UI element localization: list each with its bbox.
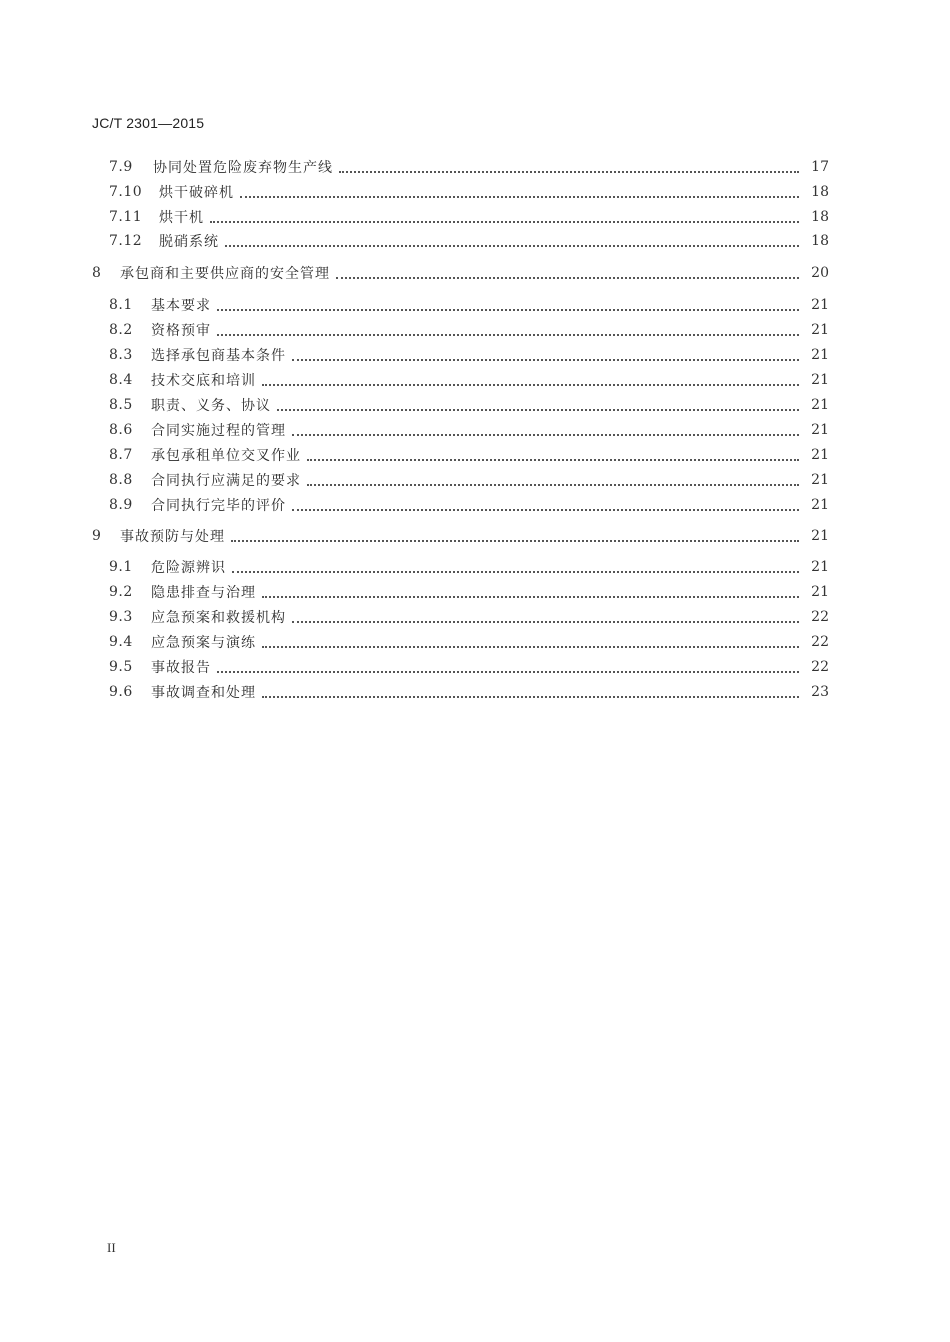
toc-entry-page: 17 <box>811 159 829 175</box>
toc-entry-title: 危险源辨识 <box>151 560 226 576</box>
toc-leader-dots <box>232 571 799 573</box>
toc-entry-page: 21 <box>811 372 829 388</box>
toc-entry-number: 8.3 <box>109 347 133 363</box>
toc-entry-number: 8.2 <box>109 322 133 338</box>
toc-entry-title: 承包商和主要供应商的安全管理 <box>120 266 330 282</box>
toc-leader-dots <box>217 309 799 311</box>
standard-code: JC/T 2301—2015 <box>92 115 205 131</box>
toc-entry-title: 合同执行完毕的评价 <box>151 498 286 514</box>
toc-entry-number: 8.4 <box>109 372 133 388</box>
toc-entry-page: 21 <box>811 322 829 338</box>
toc-leader-dots <box>231 540 799 542</box>
toc-leader-dots <box>262 696 799 698</box>
toc-entry-title: 隐患排查与治理 <box>151 585 256 601</box>
toc-entry-number: 8.9 <box>109 497 133 513</box>
toc-entry-number: 8.7 <box>109 447 133 463</box>
toc-entry-page: 21 <box>811 397 829 413</box>
toc-entry-title: 事故调查和处理 <box>151 685 256 701</box>
toc-leader-dots <box>292 434 799 436</box>
toc-entry-page: 18 <box>811 209 829 225</box>
toc-entry-number: 9.2 <box>109 584 133 600</box>
toc-leader-dots <box>339 171 799 173</box>
toc-entry-title: 资格预审 <box>151 323 211 339</box>
toc-entry[interactable] <box>0 155 950 179</box>
toc-leader-dots <box>307 459 799 461</box>
toc-entry-title: 合同执行应满足的要求 <box>151 473 301 489</box>
toc-leader-dots <box>210 221 799 223</box>
toc-entry-page: 22 <box>811 609 829 625</box>
toc-entry-page: 20 <box>811 265 829 281</box>
toc-entry-number: 7.11 <box>109 209 143 225</box>
toc-entry-number: 9.5 <box>109 659 133 675</box>
toc-entry-number: 9.1 <box>109 559 133 575</box>
toc-leader-dots <box>225 245 799 247</box>
toc-entry-page: 22 <box>811 634 829 650</box>
toc-entry[interactable] <box>0 468 950 492</box>
toc-entry[interactable] <box>0 205 950 229</box>
toc-entry-page: 23 <box>811 684 829 700</box>
toc-leader-dots <box>262 596 799 598</box>
toc-entry-title: 协同处置危险废弃物生产线 <box>153 160 333 176</box>
toc-entry-page: 21 <box>811 559 829 575</box>
toc-entry-number: 8.6 <box>109 422 133 438</box>
toc-leader-dots <box>277 409 799 411</box>
toc-entry-page: 21 <box>811 347 829 363</box>
toc-entry[interactable] <box>0 343 950 367</box>
toc-entry-page: 21 <box>811 422 829 438</box>
toc-entry-number: 9.6 <box>109 684 133 700</box>
toc-entry-page: 21 <box>811 497 829 513</box>
toc-entry-title: 基本要求 <box>151 298 211 314</box>
toc-entry-title: 事故报告 <box>151 660 211 676</box>
toc-entry[interactable] <box>0 418 950 442</box>
toc-entry-number: 9.4 <box>109 634 133 650</box>
toc-leader-dots <box>217 334 799 336</box>
toc-entry-number: 7.10 <box>109 184 143 200</box>
toc-entry-page: 21 <box>811 297 829 313</box>
toc-entry-title: 烘干机 <box>159 210 204 226</box>
toc-entry[interactable] <box>0 580 950 604</box>
toc-entry[interactable] <box>0 493 950 517</box>
toc-entry[interactable] <box>0 393 950 417</box>
toc-entry-number: 9 <box>92 528 102 544</box>
toc-entry[interactable] <box>0 524 950 548</box>
toc-entry-title: 技术交底和培训 <box>151 373 256 389</box>
toc-leader-dots <box>292 509 799 511</box>
toc-entry-title: 事故预防与处理 <box>120 529 225 545</box>
toc-entry-title: 烘干破碎机 <box>159 185 234 201</box>
toc-entry-title: 应急预案与演练 <box>151 635 256 651</box>
toc-entry-number: 9.3 <box>109 609 133 625</box>
toc-entry[interactable] <box>0 680 950 704</box>
toc-leader-dots <box>292 621 799 623</box>
toc-leader-dots <box>240 196 799 198</box>
toc-entry[interactable] <box>0 229 950 253</box>
toc-entry-number: 8.5 <box>109 397 133 413</box>
toc-leader-dots <box>262 384 799 386</box>
toc-entry-page: 18 <box>811 184 829 200</box>
toc-entry-title: 承包承租单位交叉作业 <box>151 448 301 464</box>
toc-entry[interactable] <box>0 655 950 679</box>
toc-entry-number: 7.9 <box>109 159 133 175</box>
toc-entry-title: 选择承包商基本条件 <box>151 348 286 364</box>
toc-entry-title: 脱硝系统 <box>159 234 219 250</box>
toc-entry[interactable] <box>0 605 950 629</box>
toc-leader-dots <box>336 277 799 279</box>
toc-entry[interactable] <box>0 261 950 285</box>
toc-entry-page: 21 <box>811 447 829 463</box>
toc-entry-page: 21 <box>811 528 829 544</box>
toc-entry[interactable] <box>0 318 950 342</box>
toc-entry-page: 18 <box>811 233 829 249</box>
toc-entry-number: 8.8 <box>109 472 133 488</box>
toc-entry-number: 8.1 <box>109 297 133 313</box>
toc-leader-dots <box>217 671 799 673</box>
toc-entry-page: 22 <box>811 659 829 675</box>
toc-entry[interactable] <box>0 630 950 654</box>
toc-leader-dots <box>307 484 799 486</box>
toc-leader-dots <box>262 646 799 648</box>
toc-entry-title: 合同实施过程的管理 <box>151 423 286 439</box>
toc-entry[interactable] <box>0 443 950 467</box>
toc-entry-number: 8 <box>92 265 102 281</box>
toc-entry[interactable] <box>0 293 950 317</box>
toc-entry-page: 21 <box>811 472 829 488</box>
toc-entry[interactable] <box>0 180 950 204</box>
toc-leader-dots <box>292 359 799 361</box>
toc-entry[interactable] <box>0 555 950 579</box>
toc-entry-page: 21 <box>811 584 829 600</box>
toc-entry-title: 职责、义务、协议 <box>151 398 271 414</box>
toc-entry-title: 应急预案和救援机构 <box>151 610 286 626</box>
footer-page-number: II <box>107 1240 116 1255</box>
toc-entry[interactable] <box>0 368 950 392</box>
toc-entry-number: 7.12 <box>109 233 143 249</box>
